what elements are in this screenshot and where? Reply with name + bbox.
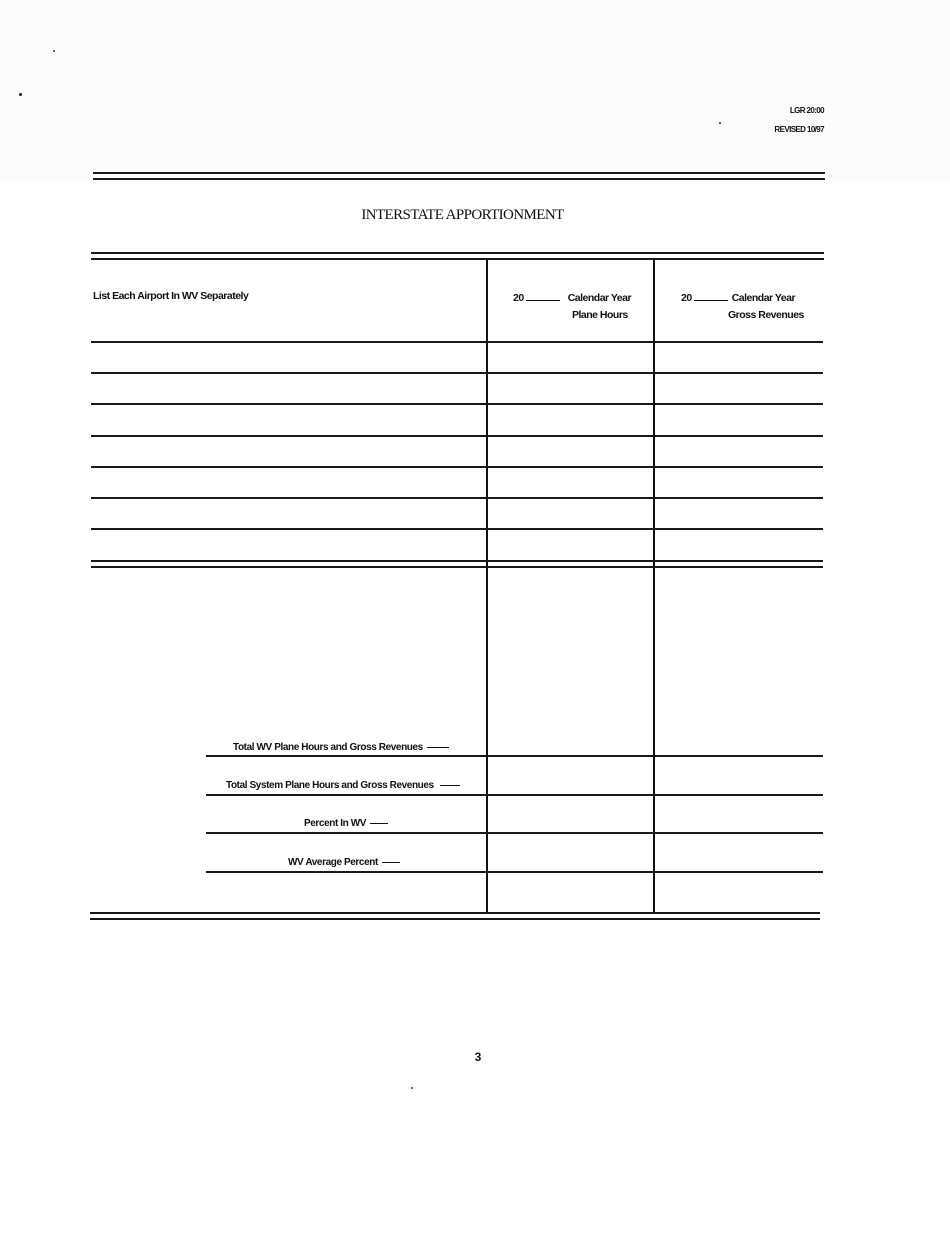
- top-rule: [93, 172, 825, 174]
- percent-wv-gross-revenues-field[interactable]: [655, 796, 823, 832]
- summary-label-text: Total WV Plane Hours and Gross Revenues: [233, 742, 423, 753]
- plane-hours-field[interactable]: [488, 405, 653, 435]
- percent-wv-plane-hours-field[interactable]: [488, 796, 653, 832]
- total-wv-gross-revenues-field[interactable]: [655, 570, 823, 755]
- summary-label-total-system: [226, 780, 460, 791]
- gross-revenues-field[interactable]: [655, 374, 823, 403]
- column-header-line1: Calendar Year: [731, 292, 796, 304]
- total-system-gross-revenues-field[interactable]: [655, 757, 823, 794]
- year-blank[interactable]: [526, 290, 560, 301]
- revised-date: REVISED 10/97: [774, 125, 824, 134]
- gross-revenues-field[interactable]: [655, 343, 823, 372]
- airport-name-field[interactable]: [91, 437, 486, 466]
- plane-hours-field[interactable]: [488, 343, 653, 372]
- gross-revenues-field[interactable]: [655, 405, 823, 435]
- plane-hours-field[interactable]: [488, 499, 653, 528]
- airport-name-field[interactable]: [91, 343, 486, 372]
- plane-hours-field[interactable]: [488, 437, 653, 466]
- table-bottom-rule: [90, 918, 820, 920]
- year-blank[interactable]: [694, 290, 728, 301]
- summary-label-text: Total System Plane Hours and Gross Revenues: [226, 780, 434, 791]
- form-number: LGR 20:00: [789, 106, 824, 115]
- plane-hours-field[interactable]: [488, 468, 653, 497]
- airport-name-field[interactable]: [91, 374, 486, 403]
- gross-revenues-field[interactable]: [655, 499, 823, 528]
- year-prefix: 20: [681, 292, 692, 304]
- wv-average-plane-hours-field[interactable]: [488, 834, 653, 871]
- summary-label-text: Percent In WV: [304, 818, 367, 829]
- table-bottom-rule: [90, 912, 820, 914]
- leader-dash: [382, 862, 400, 863]
- row-rule: [91, 566, 823, 568]
- gross-revenues-field[interactable]: [655, 530, 823, 560]
- summary-label-wv-average: [288, 857, 400, 868]
- leader-dash: [427, 747, 449, 748]
- scan-speck: [719, 122, 721, 124]
- summary-label-percent-wv: [304, 818, 388, 829]
- plane-hours-field[interactable]: [488, 530, 653, 560]
- gross-revenues-field[interactable]: [655, 468, 823, 497]
- plane-hours-field[interactable]: [488, 374, 653, 403]
- airport-name-field[interactable]: [91, 405, 486, 435]
- table-top-rule: [91, 252, 824, 254]
- wv-average-gross-revenues-field[interactable]: [655, 834, 823, 871]
- page-title: INTERSTATE APPORTIONMENT: [361, 207, 564, 223]
- airport-name-field[interactable]: [91, 468, 486, 497]
- leader-dash: [370, 823, 388, 824]
- column-header-line2: Gross Revenues: [728, 309, 804, 321]
- table-top-rule: [91, 258, 824, 260]
- result-plane-hours-field[interactable]: [488, 873, 653, 912]
- column-header-airport: List Each Airport In WV Separately: [93, 290, 249, 302]
- leader-dash: [440, 785, 460, 786]
- top-rule: [93, 178, 825, 180]
- summary-label-total-wv: [233, 742, 449, 753]
- airport-name-field[interactable]: [91, 530, 486, 560]
- column-header-line1: Calendar Year: [567, 292, 632, 304]
- total-system-plane-hours-field[interactable]: [488, 757, 653, 794]
- column-header-gross-revenues: [681, 290, 795, 304]
- column-header-plane-hours: [513, 290, 631, 304]
- year-prefix: 20: [513, 292, 524, 304]
- total-wv-plane-hours-field[interactable]: [488, 570, 653, 755]
- scan-speck: [19, 93, 22, 96]
- page-number: 3: [474, 1050, 482, 1064]
- column-header-line2: Plane Hours: [572, 309, 628, 321]
- row-rule: [91, 560, 823, 562]
- gross-revenues-field[interactable]: [655, 437, 823, 466]
- scan-background: [0, 0, 950, 182]
- scan-speck: [53, 50, 55, 52]
- airport-name-field[interactable]: [91, 499, 486, 528]
- scan-speck: [411, 1087, 413, 1089]
- result-gross-revenues-field[interactable]: [655, 873, 823, 912]
- summary-label-text: WV Average Percent: [288, 857, 378, 868]
